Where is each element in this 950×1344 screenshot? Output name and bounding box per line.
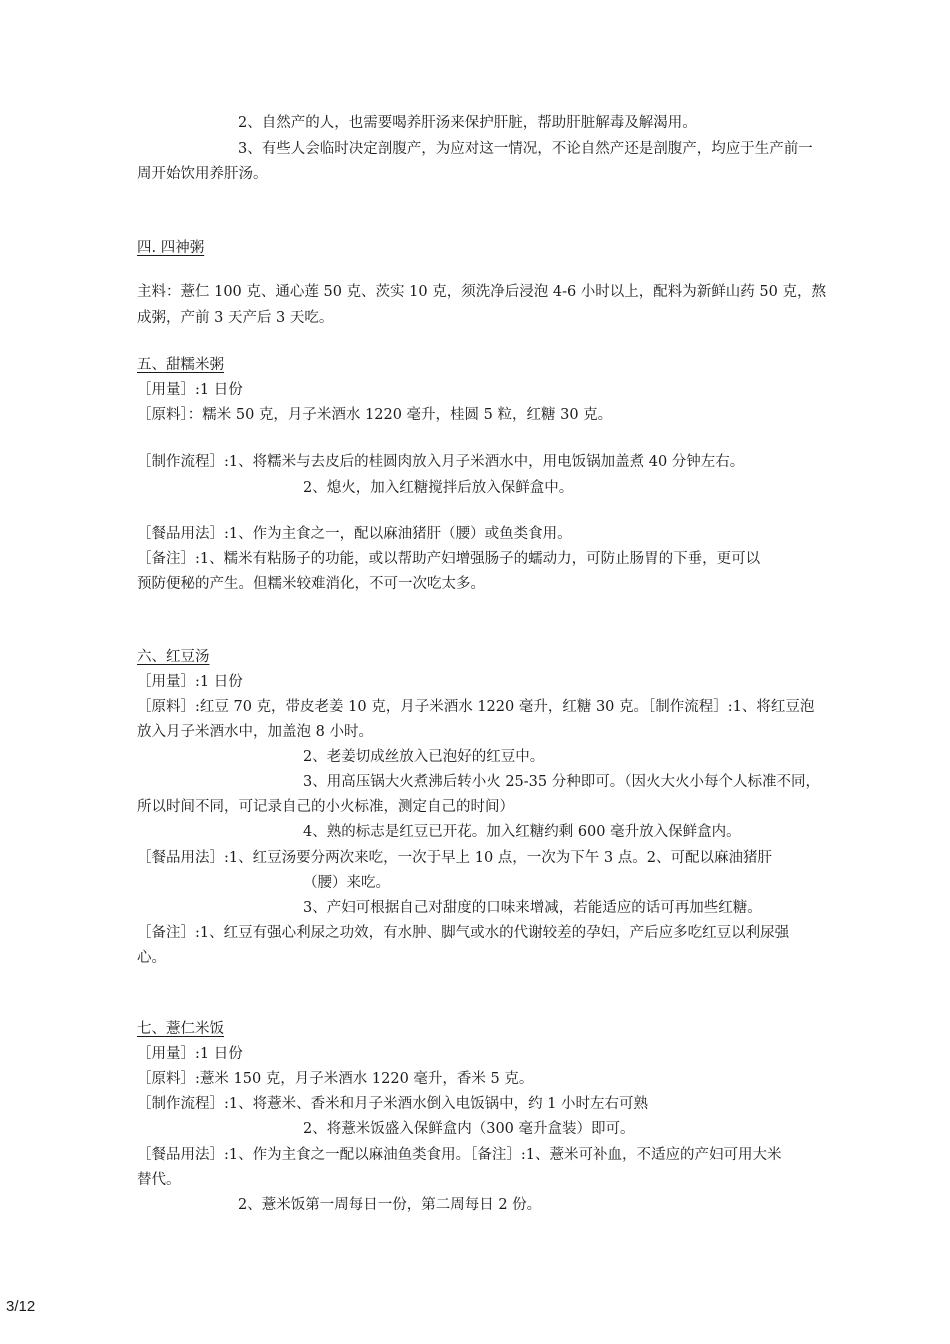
section-7-ingredients: ［原料］:薏米 150 克，月子米酒水 1220 毫升，香米 5 克。: [137, 1071, 534, 1087]
section-6-line-5: 所以时间不同，可记录自己的小火标准，测定自己的时间）: [137, 799, 514, 815]
section-6-line-1: ［原料］:红豆 70 克，带皮老姜 10 克，月子米酒水 1220 毫升，红糖 30 克。［制作流程］:1、将红豆泡: [137, 699, 815, 715]
section-5-usage: ［餐品用法］:1、作为主食之一，配以麻油猪肝（腰）或鱼类食用。: [137, 526, 572, 542]
section-7-usage-2: 替代。: [137, 1172, 181, 1188]
section-5-ingredients: ［原料］：糯米 50 克，月子米酒水 1220 毫升，桂圆 5 粒，红糖 30 克。: [137, 407, 613, 423]
section-6-line-11: 心。: [137, 950, 166, 966]
section-6-line-2: 放入月子米酒水中，加盖泡 8 小时。: [137, 724, 373, 740]
section-4-line-2: 成粥，产前 3 天产后 3 天吃。: [137, 310, 334, 326]
section-5-process-2: 2、熄火，加入红糖搅拌后放入保鲜盒中。: [303, 480, 574, 496]
intro-line-1: 2、自然产的人，也需要喝养肝汤来保护肝脏，帮助肝脏解毒及解渴用。: [238, 115, 697, 131]
section-7-process-1: ［制作流程］:1、将薏米、香米和月子米酒水倒入电饭锅中，约 1 小时左右可熟: [137, 1096, 649, 1112]
section-4-line-1: 主料：薏仁 100 克、通心莲 50 克、茨实 10 克，须洗净后浸泡 4-6 小时以上，配料为新鲜山药 50 克，熬: [137, 284, 826, 300]
section-6-line-3: 2、老姜切成丝放入已泡好的红豆中。: [303, 749, 545, 765]
section-7-note-2: 2、薏米饭第一周每日一份，第二周每日 2 份。: [238, 1197, 542, 1213]
section-6-line-6: 4、熟的标志是红豆已开花。加入红糖约剩 600 毫升放入保鲜盒内。: [303, 824, 741, 840]
section-6-line-8: （腰）来吃。: [303, 875, 390, 891]
section-7-usage: ［餐品用法］:1、作为主食之一配以麻油鱼类食用。［备注］:1、薏米可补血，不适应的产妇可用大米: [137, 1147, 782, 1163]
intro-line-2: 3、有些人会临时决定剖腹产，为应对这一情况，不论自然产还是剖腹产，均应于生产前一: [238, 141, 813, 157]
section-5-title: 五、甜糯米粥: [137, 357, 224, 373]
section-7-dosage: ［用量］:1 日份: [137, 1046, 243, 1062]
section-7-title: 七、薏仁米饭: [137, 1021, 224, 1037]
intro-line-3: 周开始饮用养肝汤。: [137, 166, 268, 182]
section-5-dosage: ［用量］:1 日份: [137, 382, 243, 398]
section-6-title: 六、红豆汤: [137, 649, 210, 665]
section-6-line-9: 3、产妇可根据自己对甜度的口味来增减，若能适应的话可再加些红糖。: [303, 900, 762, 916]
page-number: 3/12: [6, 1298, 36, 1315]
section-4-title: 四. 四神粥: [137, 240, 205, 256]
section-6-dosage: ［用量］:1 日份: [137, 674, 243, 690]
section-7-process-2: 2、将薏米饭盛入保鲜盒内（300 毫升盒装）即可。: [303, 1121, 635, 1137]
section-6-line-10: ［备注］:1、红豆有强心利尿之功效，有水肿、脚气或水的代谢较差的孕妇，产后应多吃红豆以利尿强: [137, 925, 790, 941]
section-6-line-4: 3、用高压锅大火煮沸后转小火 25-35 分种即可。（因火大火小每个人标准不同，: [303, 774, 820, 790]
section-5-note-2: 预防便秘的产生。但糯米较难消化，不可一次吃太多。: [137, 576, 485, 592]
section-5-process-1: ［制作流程］:1、将糯米与去皮后的桂圆肉放入月子米酒水中，用电饭锅加盖煮 40 分钟左右。: [137, 454, 745, 470]
section-5-note-1: ［备注］:1、糯米有粘肠子的功能，或以帮助产妇增强肠子的蠕动力，可防止肠胃的下垂，更可以: [137, 551, 761, 567]
section-6-line-7: ［餐品用法］:1、红豆汤要分两次来吃，一次于早上 10 点，一次为下午 3 点。2、可配以麻油猪肝: [137, 850, 772, 866]
